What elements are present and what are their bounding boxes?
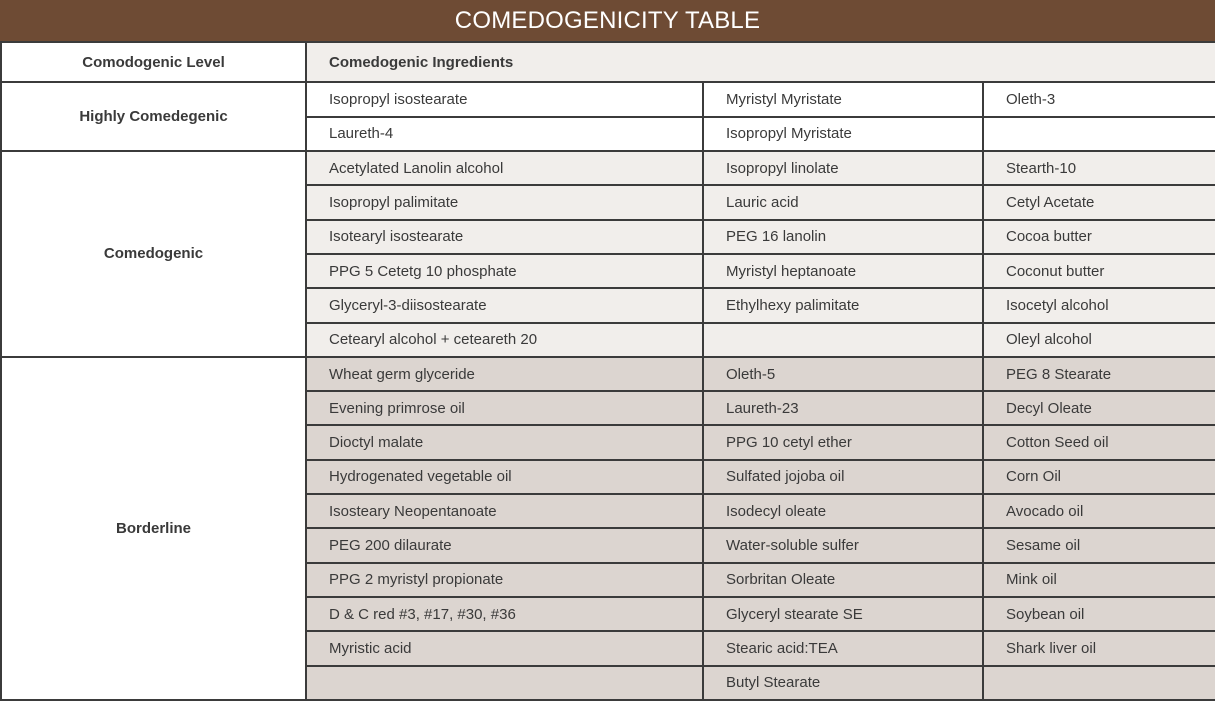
ingredient-cell: [703, 323, 983, 357]
ingredient-cell: Cetearyl alcohol + ceteareth 20: [306, 323, 703, 357]
table-row: [1, 82, 1215, 116]
ingredient-cell: Sulfated jojoba oil: [703, 460, 983, 494]
ingredient-cell: Evening primrose oil: [306, 391, 703, 425]
ingredient-cell: PEG 200 dilaurate: [306, 528, 703, 562]
ingredient-cell: Stearth-10: [983, 151, 1215, 185]
ingredient-cell: Mink oil: [983, 563, 1215, 597]
ingredient-cell: Isosteary Neopentanoate: [306, 494, 703, 528]
ingredient-cell: Isocetyl alcohol: [983, 288, 1215, 322]
ingredient-cell: Sesame oil: [983, 528, 1215, 562]
ingredient-cell: Acetylated Lanolin alcohol: [306, 151, 703, 185]
table-row: [1, 357, 1215, 391]
header-row: [1, 42, 1215, 82]
ingredient-cell: Shark liver oil: [983, 631, 1215, 665]
ingredient-cell: Glyceryl stearate SE: [703, 597, 983, 631]
ingredient-cell: PPG 10 cetyl ether: [703, 425, 983, 459]
level-label: Borderline: [1, 357, 306, 700]
ingredient-cell: Isopropyl linolate: [703, 151, 983, 185]
ingredient-cell: Ethylhexy palimitate: [703, 288, 983, 322]
ingredient-cell: D & C red #3, #17, #30, #36: [306, 597, 703, 631]
ingredient-cell: Sorbritan Oleate: [703, 563, 983, 597]
ingredient-cell: Glyceryl-3-diisostearate: [306, 288, 703, 322]
ingredient-cell: Cotton Seed oil: [983, 425, 1215, 459]
ingredient-cell: Oleth-5: [703, 357, 983, 391]
ingredient-cell: Stearic acid:TEA: [703, 631, 983, 665]
ingredient-cell: Myristyl Myristate: [703, 82, 983, 116]
header-ingredients: Comedogenic Ingredients: [306, 42, 1215, 82]
ingredient-cell: Water-soluble sulfer: [703, 528, 983, 562]
ingredient-cell: Corn Oil: [983, 460, 1215, 494]
ingredient-cell: Oleyl alcohol: [983, 323, 1215, 357]
ingredient-cell: Isopropyl Myristate: [703, 117, 983, 151]
ingredient-cell: Myristic acid: [306, 631, 703, 665]
ingredient-cell: Laureth-4: [306, 117, 703, 151]
ingredient-cell: [983, 666, 1215, 700]
ingredient-cell: Decyl Oleate: [983, 391, 1215, 425]
ingredient-cell: Cetyl Acetate: [983, 185, 1215, 219]
header-level: Comodogenic Level: [1, 42, 306, 82]
ingredient-cell: Dioctyl malate: [306, 425, 703, 459]
ingredient-cell: PPG 5 Cetetg 10 phosphate: [306, 254, 703, 288]
ingredient-cell: Hydrogenated vegetable oil: [306, 460, 703, 494]
ingredient-cell: Isopropyl isostearate: [306, 82, 703, 116]
table-row: [1, 151, 1215, 185]
ingredient-cell: PEG 8 Stearate: [983, 357, 1215, 391]
level-label: Comedogenic: [1, 151, 306, 357]
comedogenicity-table: [0, 41, 1215, 701]
table-body: [1, 42, 1215, 700]
ingredient-cell: PEG 16 lanolin: [703, 220, 983, 254]
table-title: COMEDOGENICITY TABLE: [0, 0, 1215, 41]
ingredient-cell: Butyl Stearate: [703, 666, 983, 700]
ingredient-cell: Coconut butter: [983, 254, 1215, 288]
ingredient-cell: [306, 666, 703, 700]
ingredient-cell: PPG 2 myristyl propionate: [306, 563, 703, 597]
ingredient-cell: Oleth-3: [983, 82, 1215, 116]
ingredient-cell: Isopropyl palimitate: [306, 185, 703, 219]
ingredient-cell: Avocado oil: [983, 494, 1215, 528]
ingredient-cell: [983, 117, 1215, 151]
ingredient-cell: Wheat germ glyceride: [306, 357, 703, 391]
ingredient-cell: Myristyl heptanoate: [703, 254, 983, 288]
ingredient-cell: Cocoa butter: [983, 220, 1215, 254]
ingredient-cell: Isotearyl isostearate: [306, 220, 703, 254]
ingredient-cell: Lauric acid: [703, 185, 983, 219]
ingredient-cell: Isodecyl oleate: [703, 494, 983, 528]
level-label: Highly Comedegenic: [1, 82, 306, 151]
ingredient-cell: Laureth-23: [703, 391, 983, 425]
ingredient-cell: Soybean oil: [983, 597, 1215, 631]
